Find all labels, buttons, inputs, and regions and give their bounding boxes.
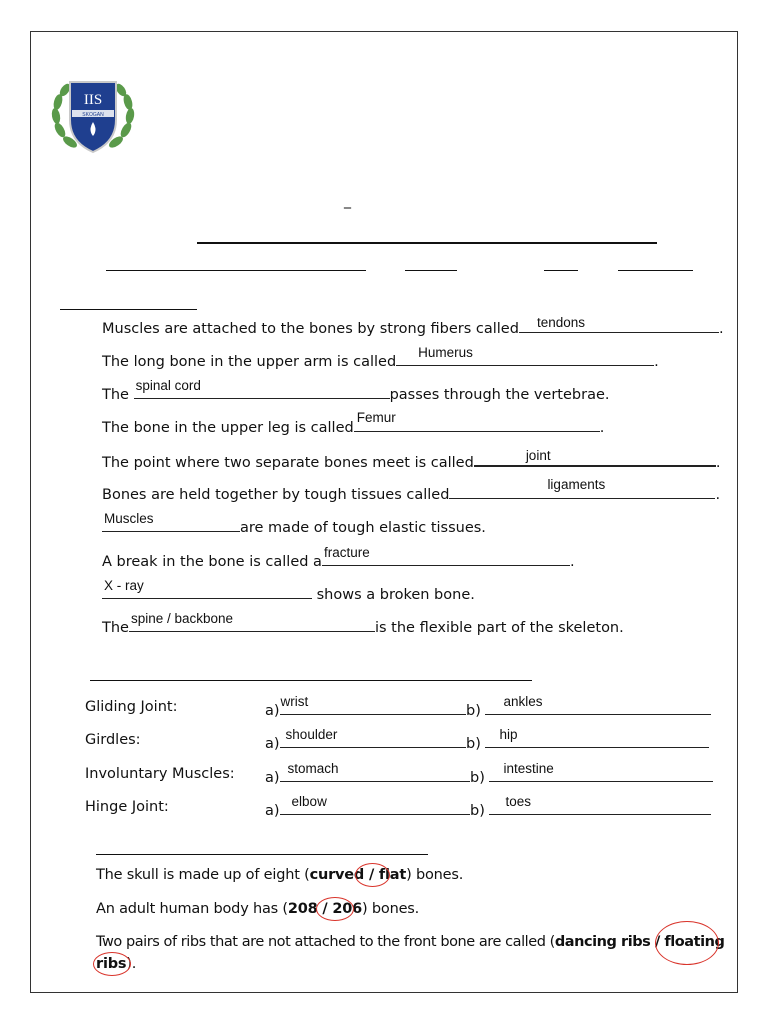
fill-blank-3: The spinal cord passes through the vertebrae. xyxy=(102,378,610,403)
fill-blank-10: The spine / backbone is the flexible part of the skeleton. xyxy=(102,611,624,636)
example-label-4: Hinge Joint: xyxy=(85,799,169,815)
choice-2-option-1[interactable]: 208 xyxy=(287,901,318,917)
choice-question-1: The skull is made up of eight (curved / flat) bones. xyxy=(96,867,464,883)
choice-1-option-1[interactable]: curved xyxy=(309,867,365,883)
example-2-a-blank[interactable]: shoulder xyxy=(280,731,466,748)
blank-2[interactable]: Humerus xyxy=(396,349,654,366)
fill-blank-4: The bone in the upper leg is called Femur . xyxy=(102,410,605,436)
example-1-a: a) wrist xyxy=(265,698,466,720)
blank-5[interactable]: joint xyxy=(474,449,716,467)
blank-1[interactable]: tendons xyxy=(519,316,719,333)
blank-9[interactable]: X - ray xyxy=(102,582,312,599)
blank-6[interactable]: ligaments xyxy=(449,482,715,499)
choice-3-option-2[interactable]: floating xyxy=(664,934,725,950)
name-field-line xyxy=(106,270,366,271)
title-underline xyxy=(197,242,657,244)
example-1-b-blank[interactable]: ankles xyxy=(485,698,711,715)
class-field-line xyxy=(405,270,457,271)
example-4-a: a) elbow xyxy=(265,798,470,820)
example-4-a-blank[interactable]: elbow xyxy=(280,798,470,815)
logo-text: IIS xyxy=(83,92,103,108)
fill-blank-8: A break in the bone is called a fracture . xyxy=(102,545,575,570)
fill-blank-9: X - ray shows a broken bone. xyxy=(104,578,475,603)
example-1-b: b) ankles xyxy=(466,698,711,720)
blank-4[interactable]: Femur xyxy=(354,415,600,432)
example-4-b-blank[interactable]: toes xyxy=(489,798,711,815)
answer-circle-2 xyxy=(316,897,354,921)
choice-question-3: Two pairs of ribs that are not attached to the front bone are called (dancing ribs / floating xyxy=(96,934,725,950)
fill-blank-7: Muscles are made of tough elastic tissues. xyxy=(104,511,486,536)
example-2-a: a) shoulder xyxy=(265,731,466,753)
answer-circle-3 xyxy=(655,921,719,965)
fill-blank-6: Bones are held together by tough tissues called ligaments . xyxy=(102,477,721,503)
choice-2-option-2[interactable]: 206 xyxy=(332,901,363,917)
logo-subtext: SKOGAN xyxy=(82,112,104,118)
example-label-3: Involuntary Muscles: xyxy=(85,766,235,782)
example-3-b: b) intestine xyxy=(470,765,713,787)
fill-blank-1: Muscles are attached to the bones by strong fibers called tendons . xyxy=(102,315,724,337)
section-c-heading-line xyxy=(96,854,428,855)
example-2-b-blank[interactable]: hip xyxy=(485,731,709,748)
example-label-1: Gliding Joint: xyxy=(85,699,178,715)
example-4-b: b) toes xyxy=(470,798,711,820)
answer-circle-3b xyxy=(93,952,131,976)
school-logo xyxy=(48,70,138,162)
fill-blank-5: The point where two separate bones meet is called joint . xyxy=(102,448,721,471)
section-b-heading-line xyxy=(90,680,532,681)
choice-1-option-2[interactable]: flat xyxy=(378,867,407,883)
date-field-line xyxy=(618,270,693,271)
fill-blank-2: The long bone in the upper arm is called Humerus . xyxy=(102,345,659,370)
blank-10[interactable]: spine / backbone xyxy=(129,615,375,632)
example-2-b: b) hip xyxy=(466,731,709,753)
section-field-line xyxy=(544,270,578,271)
answer-circle-1 xyxy=(355,863,390,887)
blank-8[interactable]: fracture xyxy=(322,549,570,566)
choice-question-2: An adult human body has (208 / 206) bones. xyxy=(96,901,420,917)
choice-question-3-cont: ribs). xyxy=(96,956,137,972)
choice-3-option-1[interactable]: dancing ribs xyxy=(554,934,651,950)
blank-3[interactable]: spinal cord xyxy=(134,382,390,399)
example-3-b-blank[interactable]: intestine xyxy=(489,765,713,782)
blank-7[interactable]: Muscles xyxy=(102,515,240,532)
title-dash: _ xyxy=(344,193,351,209)
example-3-a: a) stomach xyxy=(265,765,470,787)
choice-3-option-2-cont[interactable]: ribs xyxy=(96,956,127,972)
section-a-heading-line xyxy=(60,309,197,310)
example-3-a-blank[interactable]: stomach xyxy=(280,765,470,782)
example-1-a-blank[interactable]: wrist xyxy=(280,698,466,715)
example-label-2: Girdles: xyxy=(85,732,141,748)
